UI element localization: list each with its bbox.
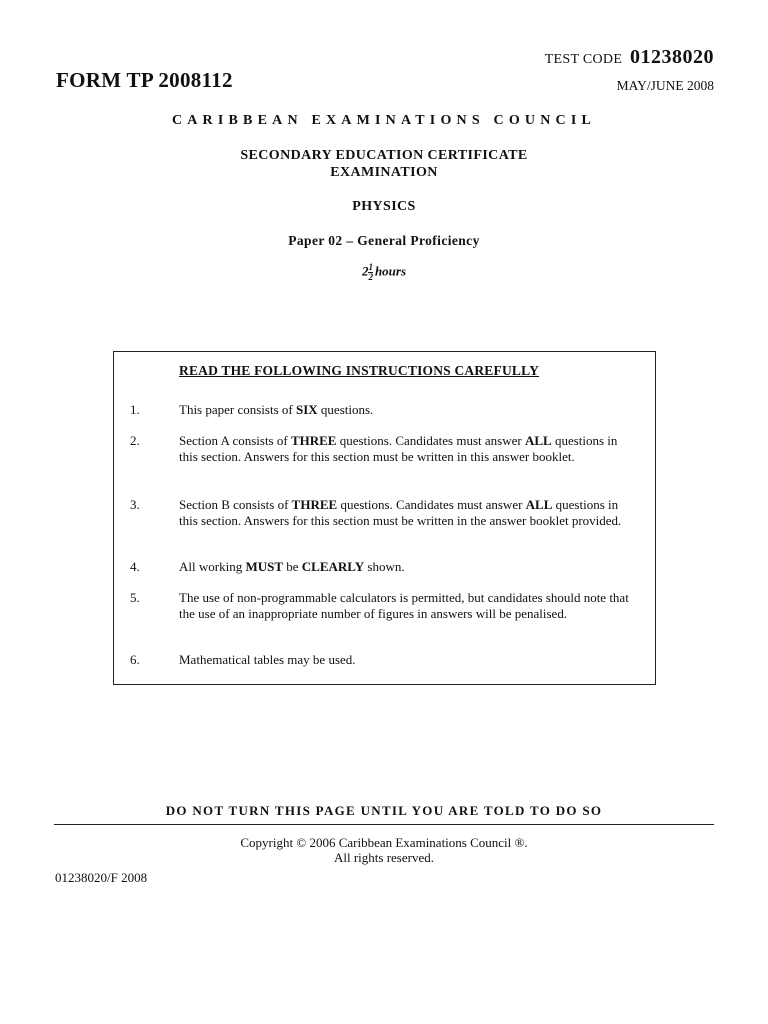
duration-fraction	[368, 263, 373, 282]
instructions-heading: READ THE FOLLOWING INSTRUCTIONS CAREFULLY	[179, 363, 540, 378]
duration-unit: hours	[374, 263, 407, 279]
instruction-text	[179, 652, 639, 668]
instruction-run: All working	[179, 559, 246, 574]
instruction-run: questions in this section. Answers for this section must be written in this answer booklet.	[179, 433, 618, 464]
instruction-emphasis: CLEARLY	[301, 559, 365, 574]
duration-numerator: 1	[368, 262, 373, 272]
instruction-run: be	[283, 559, 302, 574]
copyright-line-1: Copyright © 2006 Caribbean Examinations Council ®.	[240, 835, 528, 850]
copyright	[0, 835, 768, 865]
instruction-number: 6.	[130, 652, 140, 667]
instruction-run: Mathematical tables may be used.	[179, 652, 356, 667]
instruction-text	[179, 559, 639, 575]
instruction-run: Section A consists of	[179, 433, 291, 448]
instruction-emphasis: ALL	[524, 433, 552, 448]
do-not-turn-notice: DO NOT TURN THIS PAGE UNTIL YOU ARE TOLD TO DO SO	[165, 803, 603, 818]
instruction-emphasis: THREE	[290, 433, 337, 448]
instruction-emphasis: SIX	[295, 402, 318, 417]
instruction-text	[179, 590, 639, 621]
instruction-run: questions. Candidates must answer	[337, 497, 526, 512]
instruction-emphasis: THREE	[291, 497, 338, 512]
instruction-run: questions.	[317, 402, 374, 417]
instruction-run: Section B consists of	[179, 497, 292, 512]
exam-session: MAY/JUNE 2008	[616, 78, 714, 93]
instruction-number: 1.	[130, 402, 140, 417]
instruction-number: 2.	[130, 433, 140, 448]
test-code-label: TEST CODE	[544, 52, 623, 67]
duration	[0, 263, 768, 282]
council-name: CARIBBEAN EXAMINATIONS COUNCIL	[171, 113, 597, 128]
footer-code: 01238020/F 2008	[55, 870, 148, 885]
instruction-number: 3.	[130, 497, 140, 512]
instruction-number: 5.	[130, 590, 140, 605]
test-code-number: 01238020	[630, 46, 714, 68]
instruction-number: 4.	[130, 559, 140, 574]
instruction-run: questions in this section. Answers for this section must be written in the answer booklet provided.	[179, 497, 622, 528]
paper-title: Paper 02 – General Proficiency	[288, 233, 480, 248]
duration-denominator: 2	[368, 272, 373, 282]
copyright-line-2: All rights reserved.	[333, 850, 434, 865]
instruction-text	[179, 497, 639, 528]
subject-title: PHYSICS	[352, 199, 416, 214]
test-code	[545, 46, 714, 69]
duration-whole: 2	[361, 263, 369, 279]
form-number: FORM TP 2008112	[56, 68, 233, 92]
divider-rule	[54, 824, 714, 825]
instruction-run: questions. Candidates must answer	[336, 433, 525, 448]
instruction-run: shown.	[364, 559, 405, 574]
certificate-line-2: EXAMINATION	[330, 165, 438, 180]
certificate-line-1: SECONDARY EDUCATION CERTIFICATE	[240, 148, 528, 163]
instruction-text	[179, 402, 639, 418]
instruction-emphasis: MUST	[245, 559, 284, 574]
instruction-run: This paper consists of	[179, 402, 296, 417]
instruction-emphasis: ALL	[525, 497, 553, 512]
instruction-text	[179, 433, 639, 464]
instruction-run: The use of non-programmable calculators is permitted, but candidates should note that the use of an inappropriate number of figures in answers will be penalised.	[179, 590, 629, 621]
